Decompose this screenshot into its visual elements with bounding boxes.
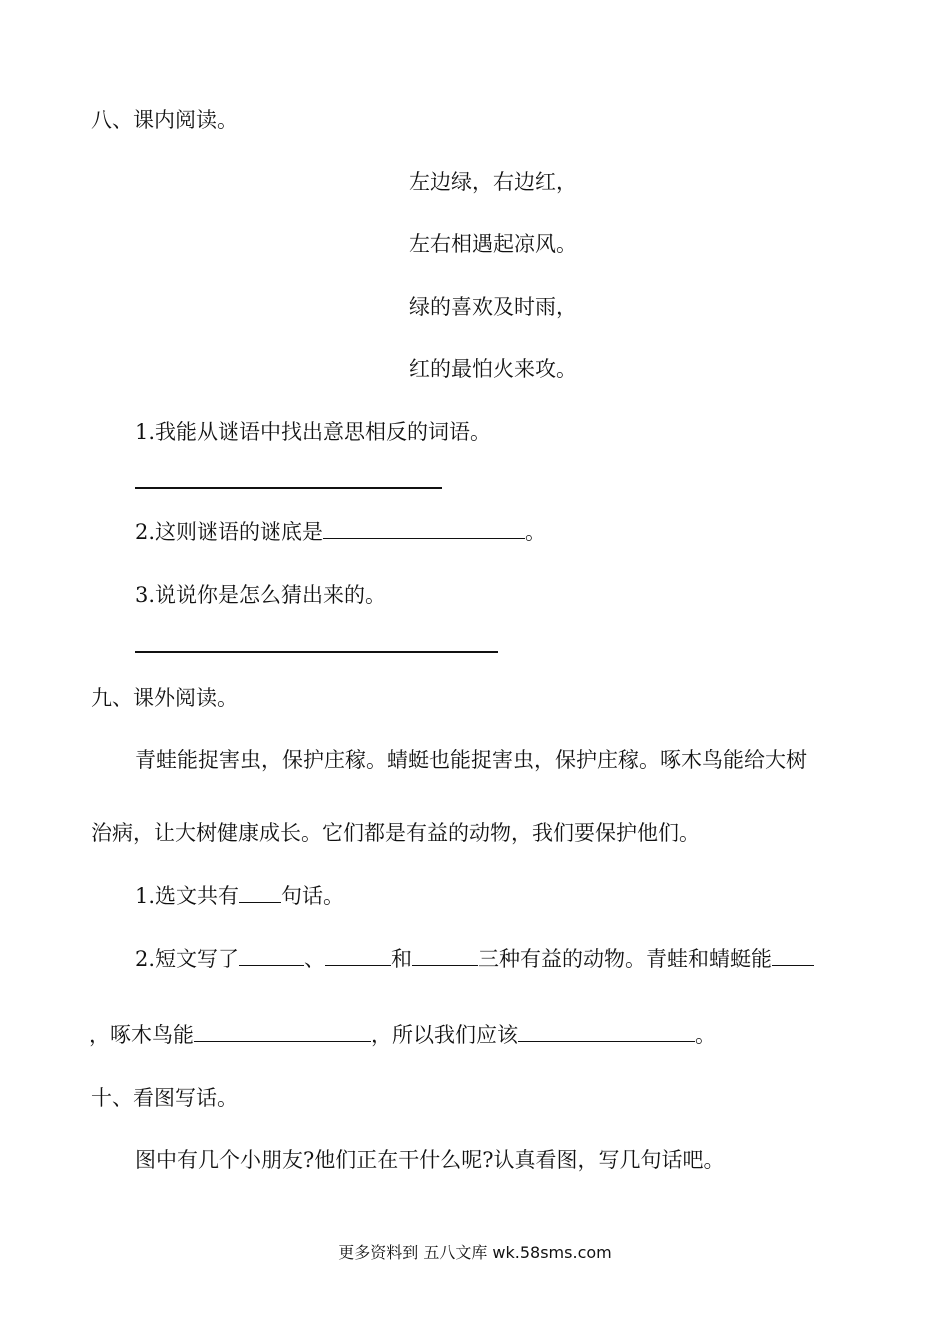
q1-text: 1.选文共有: [135, 884, 240, 908]
q2-period: 。: [525, 520, 547, 544]
q2-period: 。: [695, 1023, 716, 1047]
section-9-question-2-line-1: [135, 945, 814, 973]
q2-text-start: 2.短文写了: [135, 947, 240, 971]
section-8-heading: 八、课内阅读。: [91, 108, 238, 132]
answer-blank-woodpecker[interactable]: [194, 1021, 371, 1042]
section-9-question-1: [135, 882, 344, 910]
passage-line-1: 青蛙能捉害虫，保护庄稼。蜻蜓也能捉害虫，保护庄稼。啄木鸟能给大树: [135, 748, 807, 772]
answer-blank-frog-dragonfly[interactable]: [772, 945, 814, 966]
q2-text: 2.这则谜语的谜底是: [135, 520, 324, 544]
passage-line-2: 治病，让大树健康成长。它们都是有益的动物，我们要保护他们。: [91, 821, 700, 845]
answer-line-q1[interactable]: [135, 487, 442, 489]
answer-blank-should[interactable]: [518, 1021, 695, 1042]
section-8-question-3: 3.说说你是怎么猜出来的。: [135, 583, 387, 607]
section-10-prompt: 图中有几个小朋友?他们正在干什么呢?认真看图，写几句话吧。: [135, 1148, 725, 1172]
q2-separator-1: 、: [304, 947, 326, 971]
q1-suffix: 句话。: [281, 884, 345, 908]
riddle-line-4: 红的最怕火来攻。: [409, 357, 577, 381]
answer-blank-animal-2[interactable]: [325, 945, 391, 966]
answer-blank-riddle[interactable]: [323, 518, 525, 539]
riddle-line-1: 左边绿，右边红，: [409, 170, 577, 194]
q2-separator-2: 和: [391, 947, 413, 971]
answer-blank-animal-1[interactable]: [239, 945, 304, 966]
riddle-line-2: 左右相遇起凉风。: [409, 232, 577, 256]
answer-blank-animal-3[interactable]: [412, 945, 478, 966]
section-8-question-1: 1.我能从谜语中找出意思相反的词语。: [135, 420, 492, 444]
q2-text-should: ，所以我们应该: [371, 1023, 518, 1047]
section-8-question-2: [135, 518, 546, 546]
answer-blank-sentence-count[interactable]: [239, 882, 281, 903]
footer-link[interactable]: 更多资料到 五八文库 wk.58sms.com: [338, 1243, 612, 1262]
section-10-heading: 十、看图写话。: [91, 1086, 238, 1110]
q2-text-woodpecker: ，啄木鸟能: [89, 1023, 194, 1047]
q2-text-middle: 三种有益的动物。青蛙和蜻蜓能: [478, 947, 773, 971]
riddle-line-3: 绿的喜欢及时雨，: [409, 295, 577, 319]
section-9-heading: 九、课外阅读。: [91, 686, 238, 710]
answer-line-q3[interactable]: [135, 651, 498, 653]
section-9-question-2-line-2: [89, 1021, 716, 1049]
